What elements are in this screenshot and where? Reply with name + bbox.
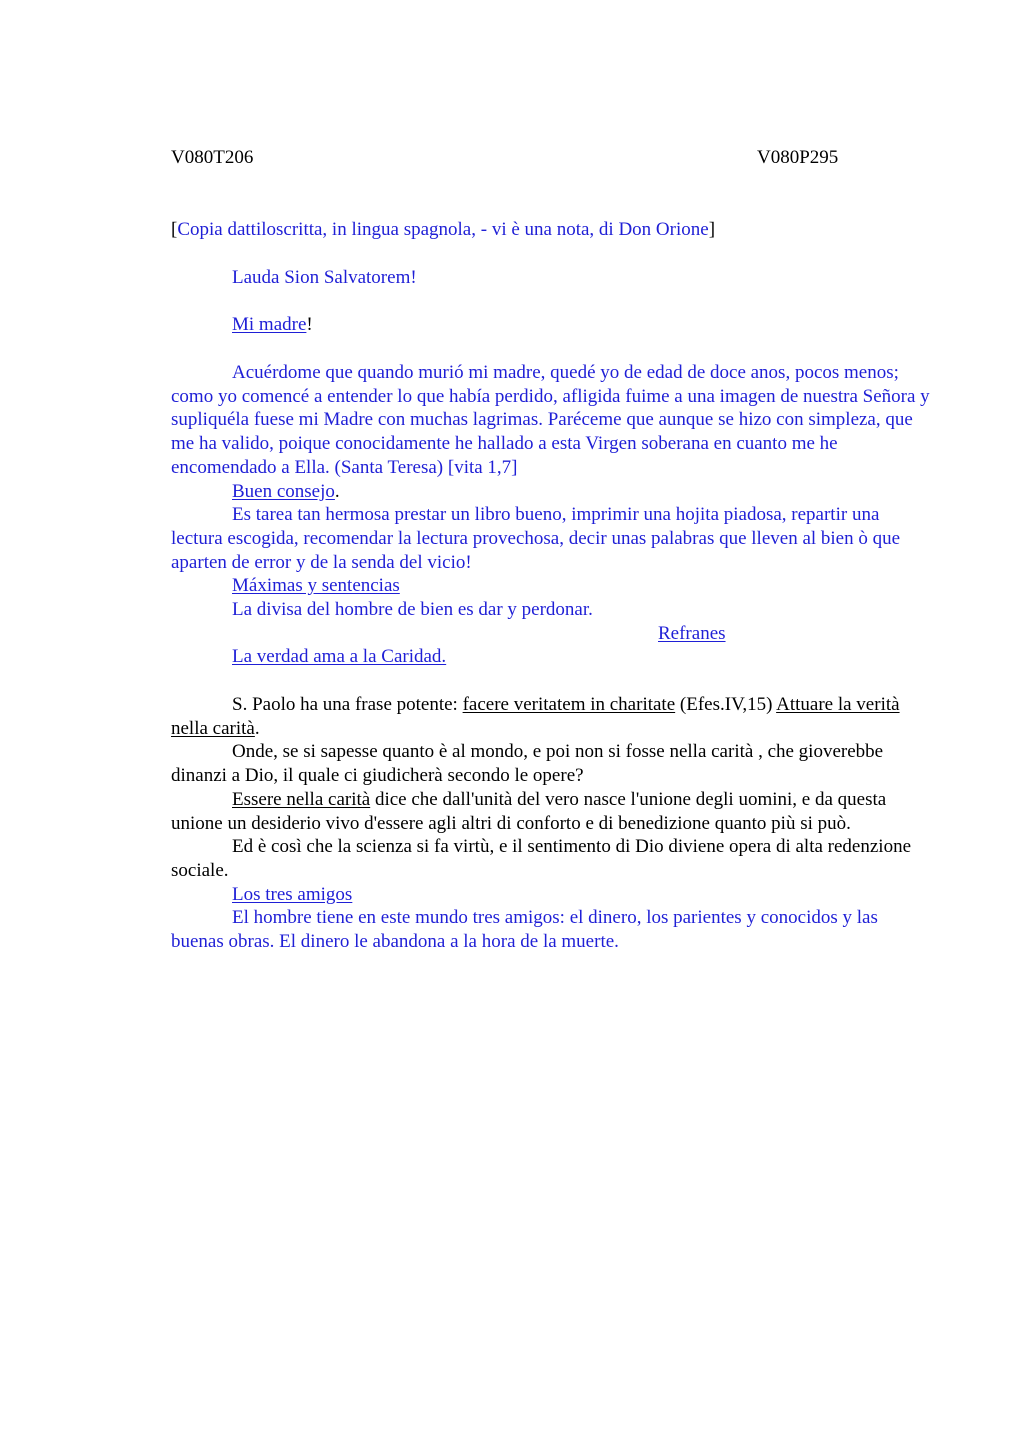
note-text: Copia dattiloscritta, in lingua spagnola, - vi è una nota, di Don Orione: [177, 219, 709, 240]
mi-madre-punct: !: [306, 314, 313, 335]
lauda-line: [171, 266, 931, 290]
paolo-paragraph: [171, 693, 931, 740]
onde-paragraph: Onde, se si sapesse quanto è al mondo, e poi non si fosse nella carità , che gioverebbe dinanzi a Dio, il quale ci giudicherà secondo le opere?: [171, 741, 884, 787]
paolo-end: .: [254, 717, 260, 739]
buen-consejo-punct: .: [334, 480, 340, 502]
essere-paragraph: [171, 788, 931, 835]
maximas-heading: Máximas y sentencias: [232, 575, 400, 597]
note-bracket-close: ]: [708, 219, 716, 240]
paolo-latin: facere veritatem in charitate: [462, 694, 676, 715]
note-bracket-open: [: [171, 219, 178, 240]
spanish-section: [171, 361, 931, 669]
la-verdad-heading: La verdad ama a la Caridad.: [232, 646, 447, 668]
ed-e-cosi-paragraph: Ed è così che la scienza si fa virtù, e il sentimento di Dio diviene opera di alta redenzione sociale.: [171, 836, 911, 881]
essere-rest: dice che dall'unità del vero nasce l'unione degli uomini, e da questa unione un desiderio vivo d'essere agli altri di conforto e di benedizione quanto più si può.: [171, 788, 887, 834]
lauda-text: Lauda Sion Salvatorem!: [232, 267, 417, 288]
es-tarea-paragraph: Es tarea tan hermosa prestar un libro bueno, imprimir una hojita piadosa, repartir una lectura escogida, recomendar la lectura provechosa, decir unas palabras que lleven al bien ò que aparten de error y de la senda del vicio!: [171, 504, 901, 573]
los-tres-amigos-heading: Los tres amigos: [232, 883, 353, 905]
right-code: V080P295: [757, 147, 839, 168]
editor-note: [171, 218, 931, 242]
paolo-italian: Attuare la verità nella carità: [171, 694, 900, 739]
italian-section: [171, 693, 931, 954]
essere-title: Essere nella carità: [232, 788, 371, 810]
la-divisa-line: La divisa del hombre de bien es dar y perdonar.: [232, 599, 593, 621]
buen-consejo-title: Buen consejo: [232, 480, 335, 502]
paolo-before: S. Paolo ha una frase potente:: [232, 694, 463, 715]
left-code: V080T206: [171, 147, 254, 168]
mi-madre-heading: [171, 313, 931, 337]
paolo-ref: (Efes.IV,15): [675, 694, 777, 715]
acuerdome-paragraph: Acuérdome que quando murió mi madre, quedé yo de edad de doce anos, pocos menos; como yo comencé a entender lo que había perdido, afligida fuime a una imagen de nuestra Señora y supliquéla fuese mi Madre con muchas lagrimas. Paréceme que aunque se hizo con simpleza, que me ha valido, poique conocidamente he hallado a esta Virgen soberana en cuanto me he encomendado a Ella. (Santa Teresa) [vita 1,7]: [171, 362, 930, 478]
refranes-label: Refranes: [658, 622, 726, 644]
mi-madre-title: Mi madre: [232, 314, 307, 335]
el-hombre-paragraph: El hombre tiene en este mundo tres amigos: el dinero, los parientes y conocidos y las buenas obras. El dinero le abandona a la hora de la muerte.: [171, 907, 878, 953]
